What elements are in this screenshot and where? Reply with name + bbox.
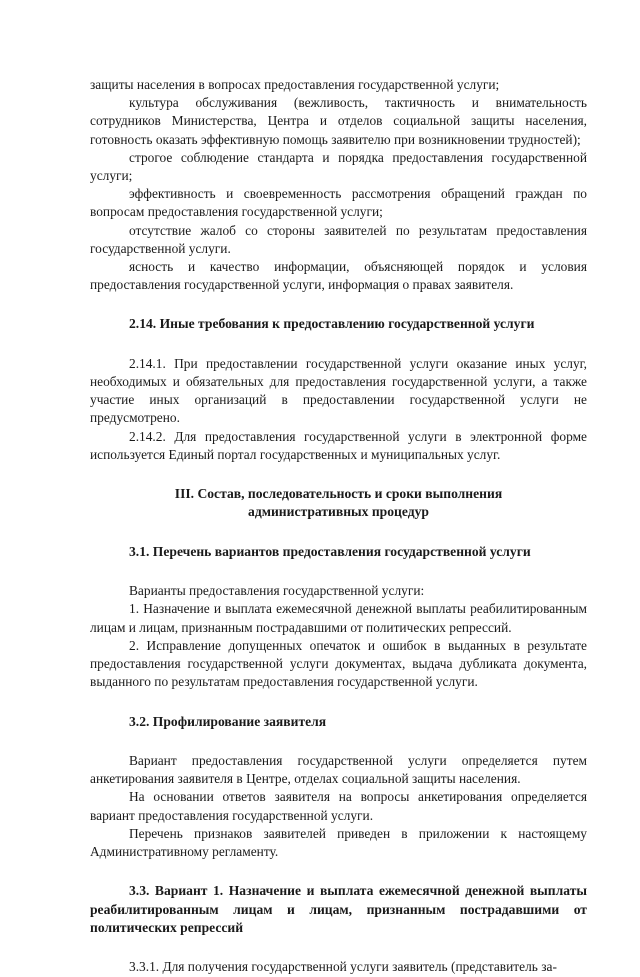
heading-section-III-line1: III. Состав, последовательность и сроки выполнения: [174, 486, 503, 502]
paragraph-quality-criteria-tail: защиты населения в вопросах предоставления государственной услуги;: [90, 77, 500, 92]
paragraph-2-14-2: 2.14.2. Для предоставления государственной услуги в электронной форме используется Единый портал государственных и муниципальных услуг.: [90, 428, 587, 462]
paragraph-3-1-intro: Варианты предоставления государственной услуги:: [129, 583, 425, 599]
paragraph-service-culture: культура обслуживания (вежливость, тактичность и внимательность сотрудников Министерства, Центра и отделов социальной защиты населения, готовность оказать эффективную помощь заявителю при возникновении трудностей);: [90, 95, 587, 147]
paragraph-3-3-1: 3.3.1. Для получения государственной услуги заявитель (представитель за-: [129, 959, 557, 975]
heading-3-3: 3.3. Вариант 1. Назначение и выплата ежемесячной денежной выплаты реабилитированным лицам и лицам, признанным пострадавшими от политических репрессий: [90, 883, 587, 935]
heading-section-III-line2: административных процедур: [248, 504, 429, 520]
paragraph-3-2-c: Перечень признаков заявителей приведен в приложении к настоящему Административному регламенту.: [90, 825, 587, 859]
heading-3-2: 3.2. Профилирование заявителя: [129, 713, 327, 729]
paragraph-3-2-b: На основании ответов заявителя на вопросы анкетирования определяется вариант предоставления государственной услуги.: [90, 789, 587, 823]
paragraph-3-1-variant-1: 1. Назначение и выплата ежемесячной денежной выплаты реабилитированным лицам и лицам, признанным пострадавшими от политических репрессий.: [90, 601, 587, 635]
paragraph-information-clarity: ясность и качество информации, объясняющей порядок и условия предоставления государственной услуги, информация о правах заявителя.: [90, 259, 587, 293]
heading-3-1: 3.1. Перечень вариантов предоставления государственной услуги: [129, 543, 531, 559]
paragraph-efficiency: эффективность и своевременность рассмотрения обращений граждан по вопросам предоставления государственной услуги;: [90, 186, 587, 220]
paragraph-no-complaints: отсутствие жалоб со стороны заявителей по результатам предоставления государственной услуги.: [90, 222, 587, 256]
paragraph-3-2-a: Вариант предоставления государственной услуги определяется путем анкетирования заявителя в Центре, отделах социальной защиты населения.: [90, 752, 587, 787]
paragraph-2-14-1: 2.14.1. При предоставлении государственной услуги оказание иных услуг, необходимых и обязательных для предоставления государственной услуги, а также участие иных организаций в предоставлении государственной услуги не предусмотрено.: [90, 355, 587, 426]
heading-2-14: 2.14. Иные требования к предоставлению государственной услуги: [129, 316, 535, 332]
paragraph-standard-compliance: строгое соблюдение стандарта и порядка предоставления государственной услуги;: [90, 149, 587, 184]
paragraph-3-1-variant-2: 2. Исправление допущенных опечаток и ошибок в выданных в результате предоставления государственной услуги документах, выдача дубликата документа, выданного по результатам предоставления государственной услуги.: [90, 637, 587, 690]
